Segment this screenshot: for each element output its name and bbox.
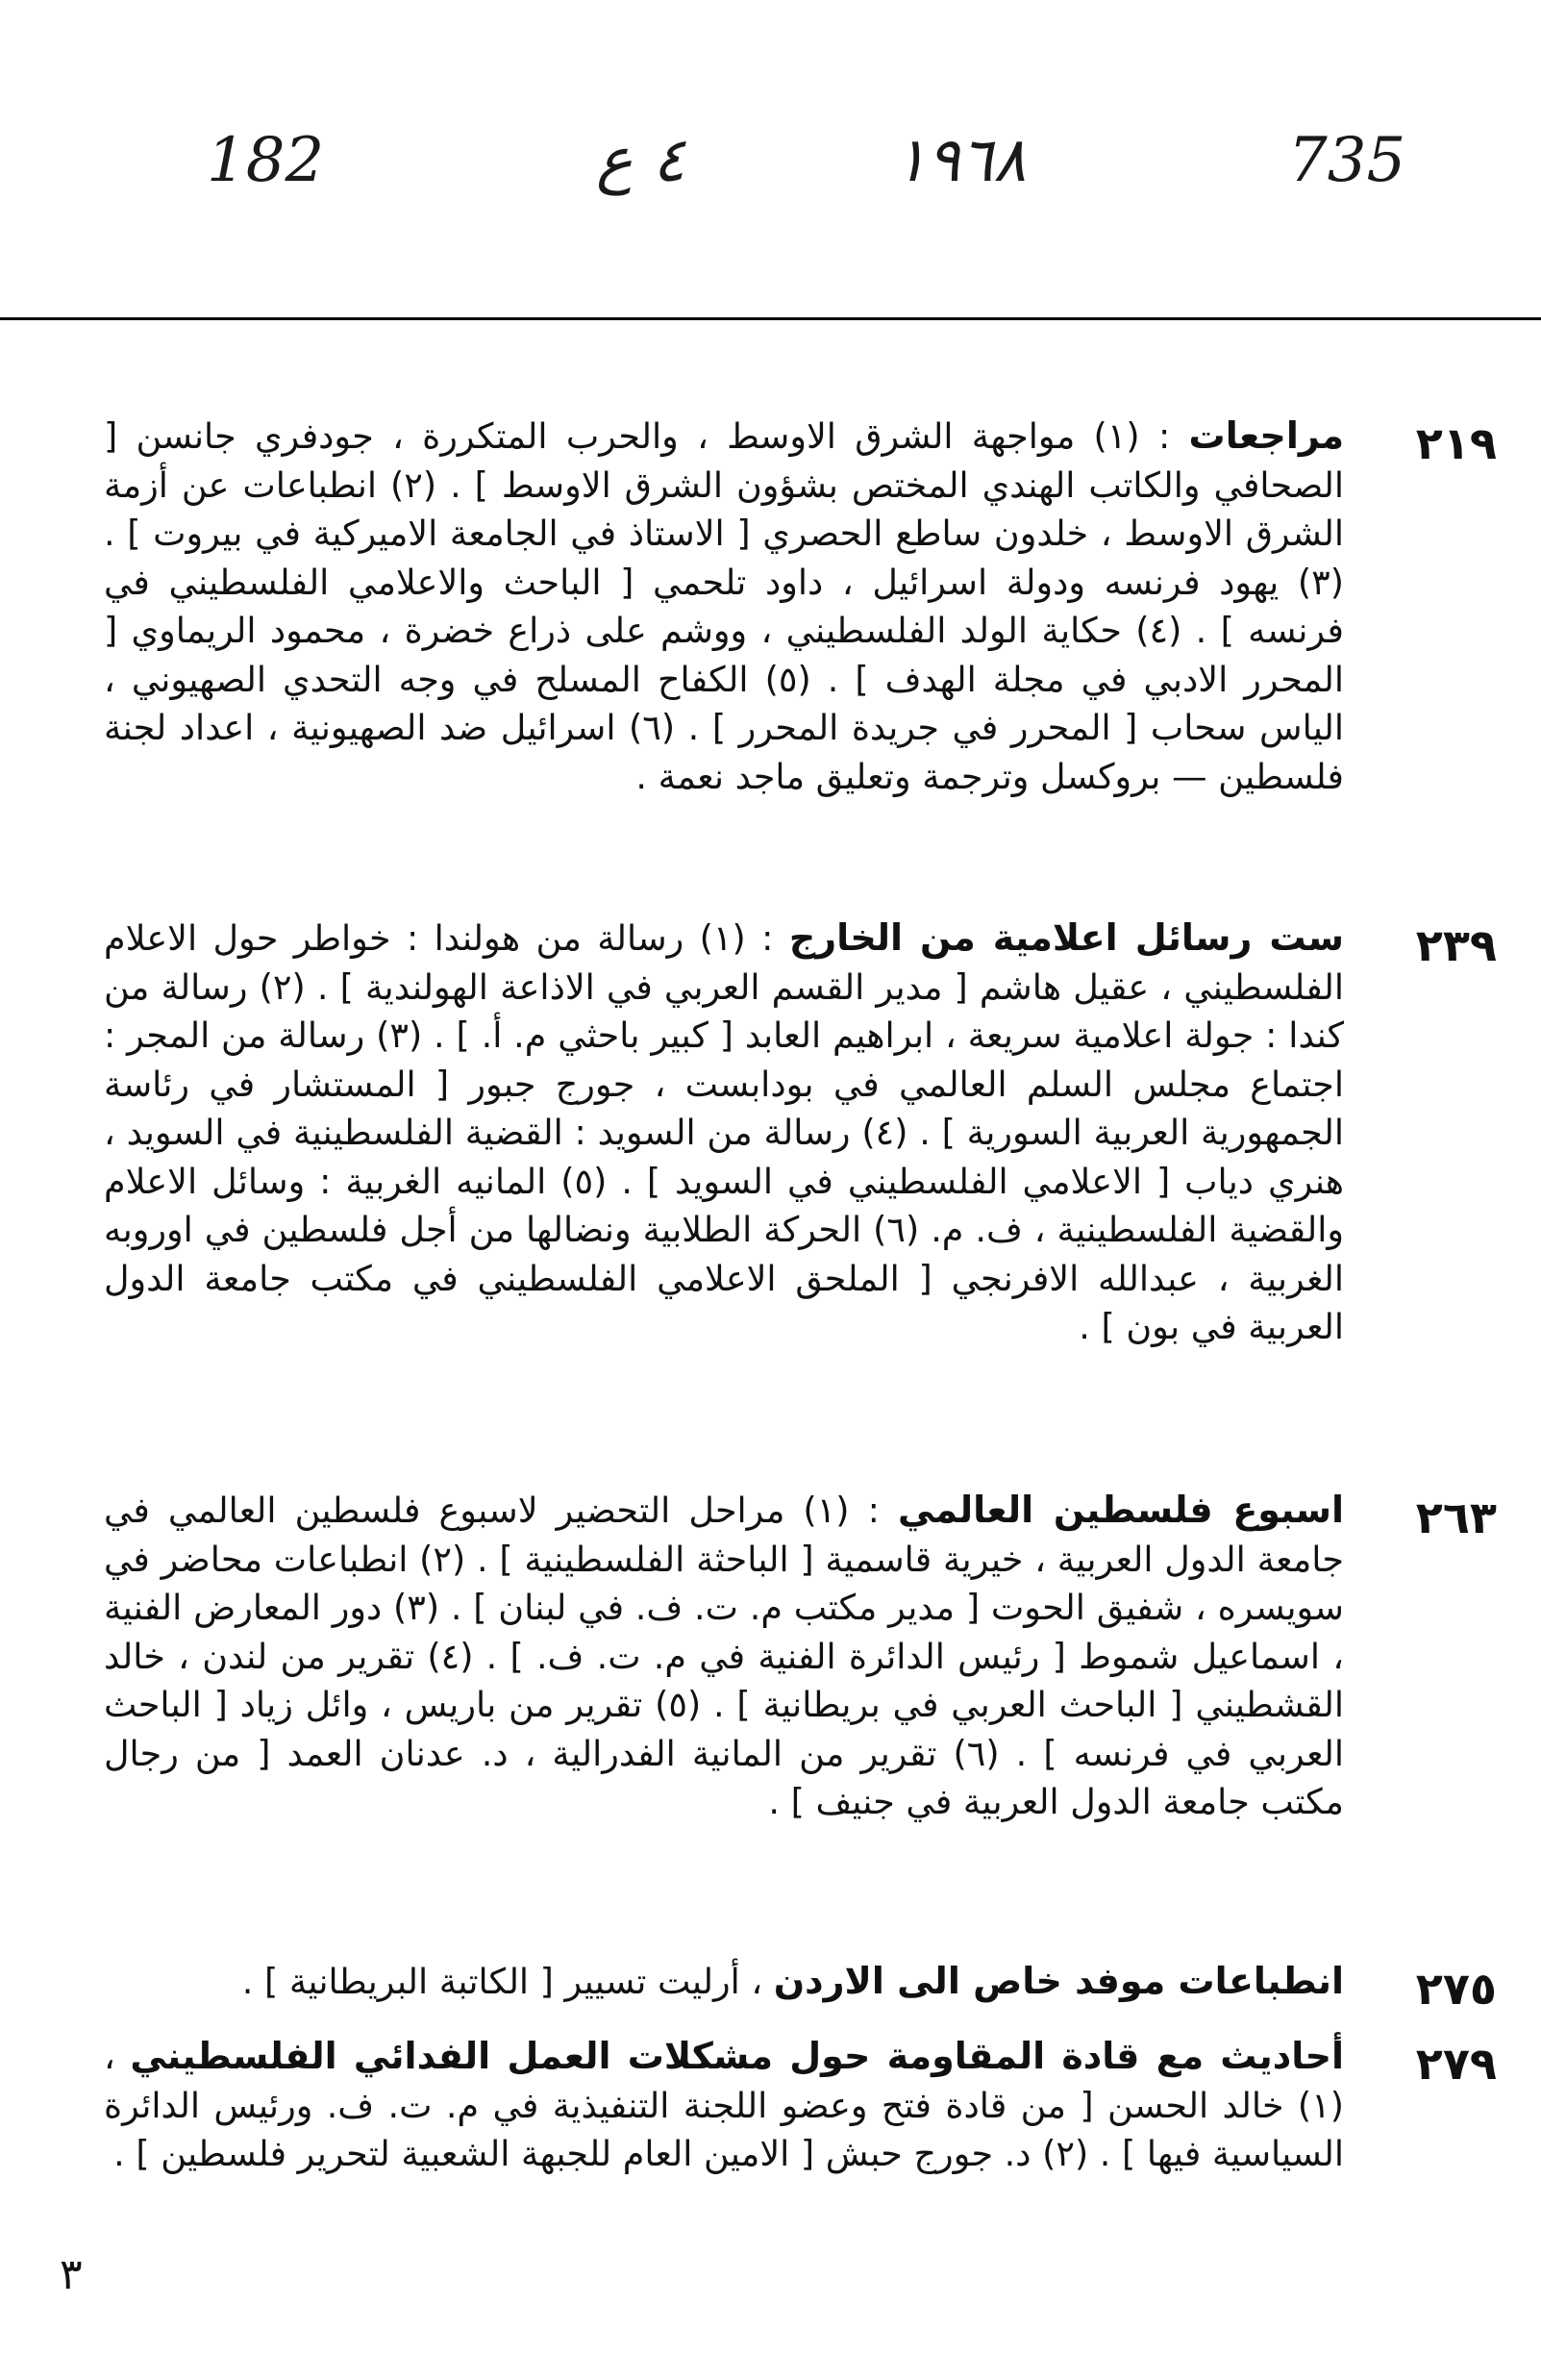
entry-text — [104, 1957, 1344, 2007]
entry-title: أحاديث مع قادة المقاومة حول مشكلات العمل الفدائي الفلسطيني — [130, 2035, 1344, 2077]
entry-text — [104, 2032, 1344, 2179]
entry-page-number: ٢١٩ — [1415, 417, 1497, 469]
entry-description: ، أرليت تسيير [ الكاتبة البريطانية ] . — [241, 1961, 763, 2002]
entry-description: : (١) مواجهة الشرق الاوسط ، والحرب المتكررة ، جودفري جانسن [ الصحافي والكاتب الهندي المختص بشؤون الشرق الاوسط ] . (٢) انطباعات عن أزمة الشرق الاوسط ، خلدون ساطع الحصري [ الاستاذ في الجامعة الاميركية في بيروت ] . (٣) يهود فرنسه ودولة اسرائيل ، داود تلحمي [ الباحث والاعلامي الفلسطيني في فرنسه ] . (٤) حكاية الولد الفلسطيني ، ووشم على ذراع خضرة ، محمود الريماوي [ المحرر الادبي في مجلة الهدف ] . (٥) الكفاح المسلح في وجه التحدي الصهيوني ، الياس سحاب [ المحرر في جريدة المحرر ] . (٦) اسرائيل ضد الصهيونية ، اعداد لجنة فلسطين — بروكسل وترجمة وتعليق ماجد نعمة . — [104, 415, 1345, 797]
entry-page-number: ٢٦٣ — [1415, 1491, 1497, 1543]
entry-page-number: ٢٧٩ — [1415, 2038, 1497, 2090]
entry-text — [104, 1486, 1344, 1827]
entry-title: انطباعات موفد خاص الى الاردن — [773, 1960, 1344, 2002]
page-number: ٣ — [60, 2250, 83, 2299]
entry-title: اسبوع فلسطين العالمي — [897, 1489, 1345, 1531]
header-divider — [0, 317, 1541, 320]
entry-description: : (١) رسالة من هولندا : خواطر حول الاعلام الفلسطيني ، عقيل هاشم [ مدير القسم العربي في الاذاعة الهولندية ] . (٢) رسالة من كندا : جولة اعلامية سريعة ، ابراهيم العابد [ كبير باحثي م. أ. ] . (٣) رسالة من المجر : اجتماع مجلس السلم العالمي في بودابست ، جورج جبور [ المستشار في رئاسة الجمهورية العربية السورية ] . (٤) رسالة من السويد : القضية الفلسطينية في السويد ، هنري دياب [ الاعلامي الفلسطيني في السويد ] . (٥) المانيه الغربية : وسائل الاعلام والقضية الفلسطينية ، ف. م. (٦) الحركة الطلابية ونضالها من أجل فلسطين في اوروبه الغربية ، عبدالله الافرنجي [ الملحق الاعلامي الفلسطيني في مكتب جامعة الدول العربية في بون ] . — [104, 917, 1345, 1347]
entry-text — [104, 412, 1344, 801]
handwritten-reference-1: 182 — [207, 125, 325, 196]
entry-description: ، (١) خالد الحسن [ من قادة فتح وعضو اللجنة التنفيذية في م. ت. ف. ورئيس الدائرة السياسية فيها ] . (٢) د. جورج حبش [ الامين العام للجبهة الشعبية لتحرير فلسطين ] . — [104, 2036, 1344, 2174]
entry-text — [104, 914, 1344, 1352]
entry-description: : (١) مراحل التحضير لاسبوع فلسطين العالمي في جامعة الدول العربية ، خيرية قاسمية [ الباحثة الفلسطينية ] . (٢) انطباعات محاضر في سويسره ، شفيق الحوت [ مدير مكتب م. ت. ف. في لبنان ] . (٣) دور المعارض الفنية ، اسماعيل شموط [ رئيس الدائرة الفنية في م. ت. ف. ] . (٤) تقرير من لندن ، خالد القشطيني [ الباحث العربي في بريطانية ] . (٥) تقرير من باريس ، وائل زياد [ الباحث العربي في فرنسه ] . (٦) تقرير من المانية الفدرالية ، د. عدنان العمد [ من رجال مكتب جامعة الدول العربية في جنيف ] . — [104, 1490, 1344, 1822]
handwritten-reference-3: ١٩٦٨ — [894, 125, 1027, 196]
entry-page-number: ٢٧٥ — [1415, 1963, 1497, 2015]
entry-page-number: ٢٣٩ — [1415, 919, 1497, 971]
handwritten-reference-2: ٤ ع — [596, 125, 685, 196]
entry-title: مراجعات — [1188, 414, 1345, 457]
entry-title: ست رسائل اعلامية من الخارج — [788, 916, 1345, 959]
handwritten-reference-4: 735 — [1288, 125, 1406, 196]
